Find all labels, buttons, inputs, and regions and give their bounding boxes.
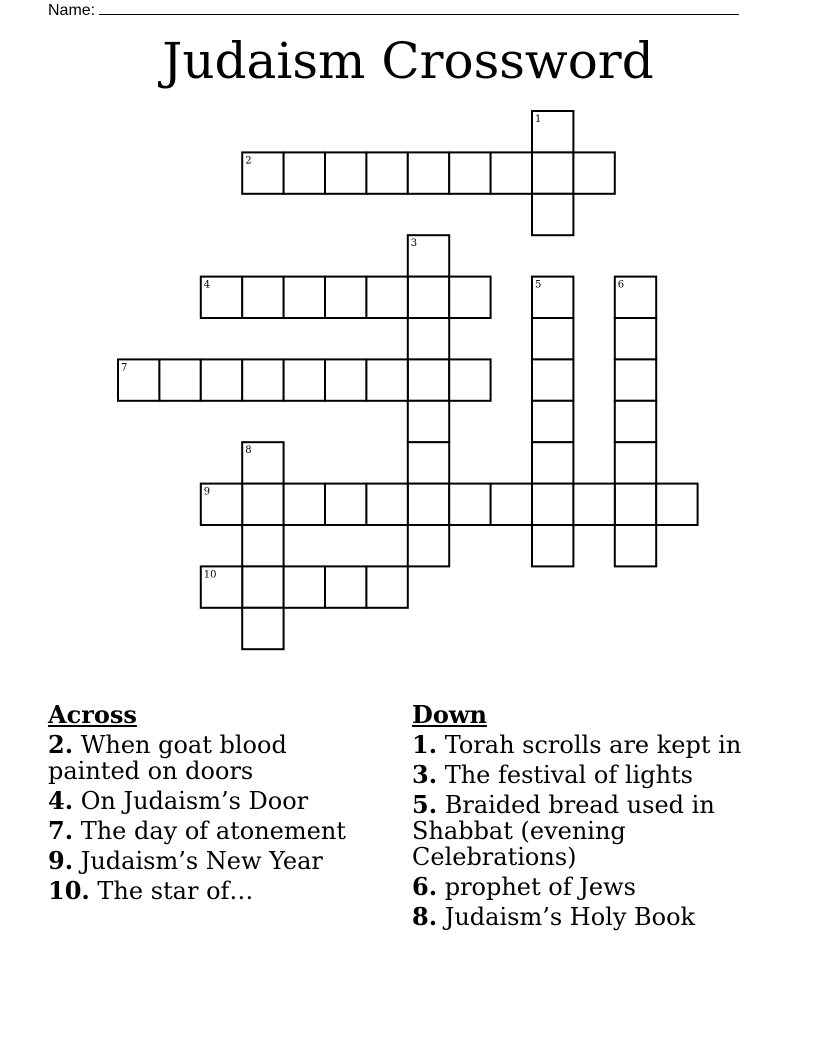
grid-cell[interactable] [242,484,283,525]
grid-cell[interactable] [532,525,573,566]
clue-number: 8. [412,902,438,931]
clue-number: 2. [48,730,74,759]
grid-cell[interactable] [532,484,573,525]
clue-number: 4. [48,786,74,815]
clue-number: 10. [48,876,90,905]
grid-cell[interactable] [366,484,407,525]
cell-number: 7 [121,362,128,374]
down-clues [412,702,772,934]
cell-number: 5 [535,279,542,291]
grid-cell[interactable] [449,359,490,400]
grid-cell[interactable] [284,359,325,400]
grid-cell[interactable] [615,359,656,400]
clue-text: Torah scrolls are kept in [444,731,742,759]
clue-number: 6. [412,872,438,901]
grid-cell[interactable] [325,566,366,607]
grid-cell[interactable] [532,401,573,442]
grid-cell[interactable] [408,525,449,566]
down-heading: Down [412,700,487,729]
clue-text: Judaism’s New Year [80,847,323,875]
cell-number: 6 [617,279,625,291]
grid-cell[interactable] [325,359,366,400]
grid-cell[interactable] [366,277,407,318]
grid-cell[interactable] [408,442,449,483]
clue-text: The star of… [97,877,254,905]
cell-number: 10 [203,569,217,581]
down-clue [412,732,772,758]
grid-cell[interactable] [532,318,573,359]
down-clue [412,874,772,900]
grid-cell[interactable] [242,525,283,566]
clue-text: Judaism’s Holy Book [444,903,696,931]
across-heading: Across [48,700,137,729]
grid-cell[interactable] [159,359,200,400]
cell-number: 3 [410,238,418,250]
clue-text: The day of atonement [80,817,346,845]
grid-cell[interactable] [284,277,325,318]
cell-number: 9 [203,486,211,498]
grid-cell[interactable] [615,318,656,359]
grid-cell[interactable] [408,359,449,400]
clue-number: 3. [412,760,438,789]
clue-text: The festival of lights [444,761,693,789]
grid-cell[interactable] [573,484,614,525]
cell-number: 4 [203,279,211,291]
grid-cell[interactable] [242,608,283,649]
grid-cell[interactable] [532,194,573,235]
cell-number: 8 [245,445,252,457]
grid-cell[interactable] [491,152,532,193]
grid-cell[interactable] [408,277,449,318]
grid-cell[interactable] [242,277,283,318]
grid-cell[interactable] [615,442,656,483]
grid-cell[interactable] [242,359,283,400]
clue-text: When goat blood painted on doors [48,731,287,785]
grid-cell[interactable] [532,442,573,483]
grid-cell[interactable] [408,484,449,525]
down-clue [412,762,772,788]
clue-number: 9. [48,846,74,875]
grid-cell[interactable] [325,152,366,193]
grid-cell[interactable] [284,566,325,607]
clue-number: 7. [48,816,74,845]
grid-cell[interactable] [284,484,325,525]
clue-number: 1. [412,730,438,759]
grid-cell[interactable] [366,152,407,193]
across-clue [48,818,368,844]
grid-cell[interactable] [284,152,325,193]
grid-cell[interactable] [325,277,366,318]
grid-cell[interactable] [325,484,366,525]
grid-cell[interactable] [615,525,656,566]
across-clues [48,702,368,908]
grid-cell[interactable] [656,484,697,525]
grid-cell[interactable] [449,277,490,318]
clue-text: prophet of Jews [444,873,636,901]
grid-cell[interactable] [201,359,242,400]
grid-cell[interactable] [615,401,656,442]
clue-number: 5. [412,790,438,819]
grid-cell[interactable] [366,566,407,607]
grid-cell[interactable] [615,484,656,525]
across-clue [48,788,368,814]
grid-cell[interactable] [408,152,449,193]
down-clue [412,792,772,870]
cell-number: 2 [245,155,252,167]
across-clue [48,848,368,874]
grid-cell[interactable] [408,401,449,442]
cell-number: 1 [535,114,542,125]
name-label: Name: [48,2,96,19]
clue-text: Braided bread used in Shabbat (evening Celebrations) [412,791,715,871]
grid-cell[interactable] [408,318,449,359]
grid-cell[interactable] [449,152,490,193]
across-clue [48,878,368,904]
grid-cell[interactable] [449,484,490,525]
grid-cell[interactable] [573,152,614,193]
grid-cell[interactable] [491,484,532,525]
grid-cell[interactable] [532,152,573,193]
grid-cell[interactable] [366,359,407,400]
grid-cell[interactable] [532,359,573,400]
page-title: Judaism Crossword [162,32,654,90]
grid-cell[interactable] [242,566,283,607]
clue-text: On Judaism’s Door [80,787,309,815]
down-clue [412,904,772,930]
across-clue [48,732,368,784]
